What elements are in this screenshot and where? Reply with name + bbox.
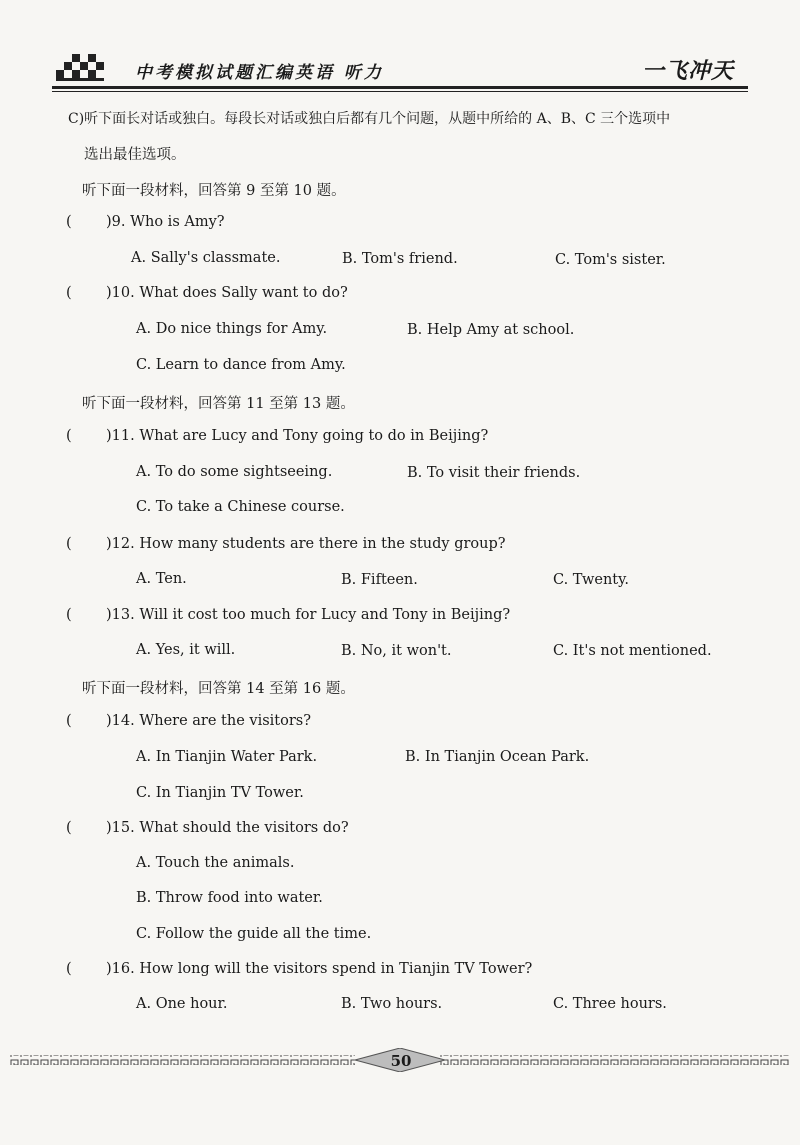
option-b: B. Throw food into water. [136, 890, 323, 906]
option-c: C. In Tianjin TV Tower. [136, 785, 304, 801]
header-title: 中考模拟试题汇编英语 听力 [135, 63, 384, 83]
group-intro-1: 听下面一段材料，回答第 9 至第 10 题。 [82, 183, 346, 199]
answer-paren: ( [66, 820, 72, 836]
option-a: A. Sally's classmate. [131, 250, 281, 266]
question-16: )16. How long will the visitors spend in Tianjin TV Tower? [106, 961, 533, 977]
option-c: C. Tom's sister. [555, 252, 666, 268]
group-intro-3: 听下面一段材料，回答第 14 至第 16 题。 [82, 681, 355, 697]
option-a: A. In Tianjin Water Park. [136, 749, 318, 765]
option-c: C. Learn to dance from Amy. [136, 357, 346, 373]
answer-paren: ( [66, 214, 72, 230]
section-instruction-line2: 选出最佳选项。 [84, 147, 186, 163]
option-b: B. In Tianjin Ocean Park. [405, 749, 590, 765]
option-b: B. To visit their friends. [407, 465, 581, 481]
option-c: C. To take a Chinese course. [136, 499, 345, 515]
option-a: A. Touch the animals. [136, 855, 295, 871]
question-10: )10. What does Sally want to do? [106, 285, 348, 301]
answer-paren: ( [66, 607, 72, 623]
answer-paren: ( [66, 428, 72, 444]
header-divider-thin [52, 91, 748, 92]
question-11: )11. What are Lucy and Tony going to do in Beijing? [106, 428, 489, 444]
question-14: )14. Where are the visitors? [106, 713, 312, 729]
option-a: A. Do nice things for Amy. [136, 321, 328, 337]
checkered-logo-icon [52, 52, 106, 84]
option-b: B. Fifteen. [341, 572, 418, 588]
option-c: C. Follow the guide all the time. [136, 926, 372, 942]
header-divider [52, 86, 748, 89]
option-c: C. It's not mentioned. [553, 643, 712, 659]
option-a: A. Yes, it will. [136, 642, 236, 658]
option-b: B. No, it won't. [341, 643, 452, 659]
question-15: )15. What should the visitors do? [106, 820, 349, 836]
section-instruction-line1: C)听下面长对话或独白。每段长对话或独白后都有几个问题，从题中所给的 A、B、C 三个选项中 [68, 111, 671, 127]
option-a: A. One hour. [136, 996, 228, 1012]
question-13: )13. Will it cost too much for Lucy and Tony in Beijing? [106, 607, 511, 623]
answer-paren: ( [66, 536, 72, 552]
question-12: )12. How many students are there in the study group? [106, 536, 506, 552]
option-b: B. Two hours. [341, 996, 443, 1012]
option-a: A. Ten. [136, 571, 187, 587]
answer-paren: ( [66, 285, 72, 301]
group-intro-2: 听下面一段材料，回答第 11 至第 13 题。 [82, 396, 355, 412]
option-a: A. To do some sightseeing. [136, 464, 333, 480]
header-brand: 一飞冲天 [642, 58, 735, 84]
option-c: C. Three hours. [553, 996, 667, 1012]
question-9: )9. Who is Amy? [106, 214, 225, 230]
option-c: C. Twenty. [553, 572, 629, 588]
page-number: 50 [390, 1052, 412, 1070]
answer-paren: ( [66, 713, 72, 729]
answer-paren: ( [66, 961, 72, 977]
option-b: B. Tom's friend. [342, 251, 458, 267]
option-b: B. Help Amy at school. [407, 322, 575, 338]
